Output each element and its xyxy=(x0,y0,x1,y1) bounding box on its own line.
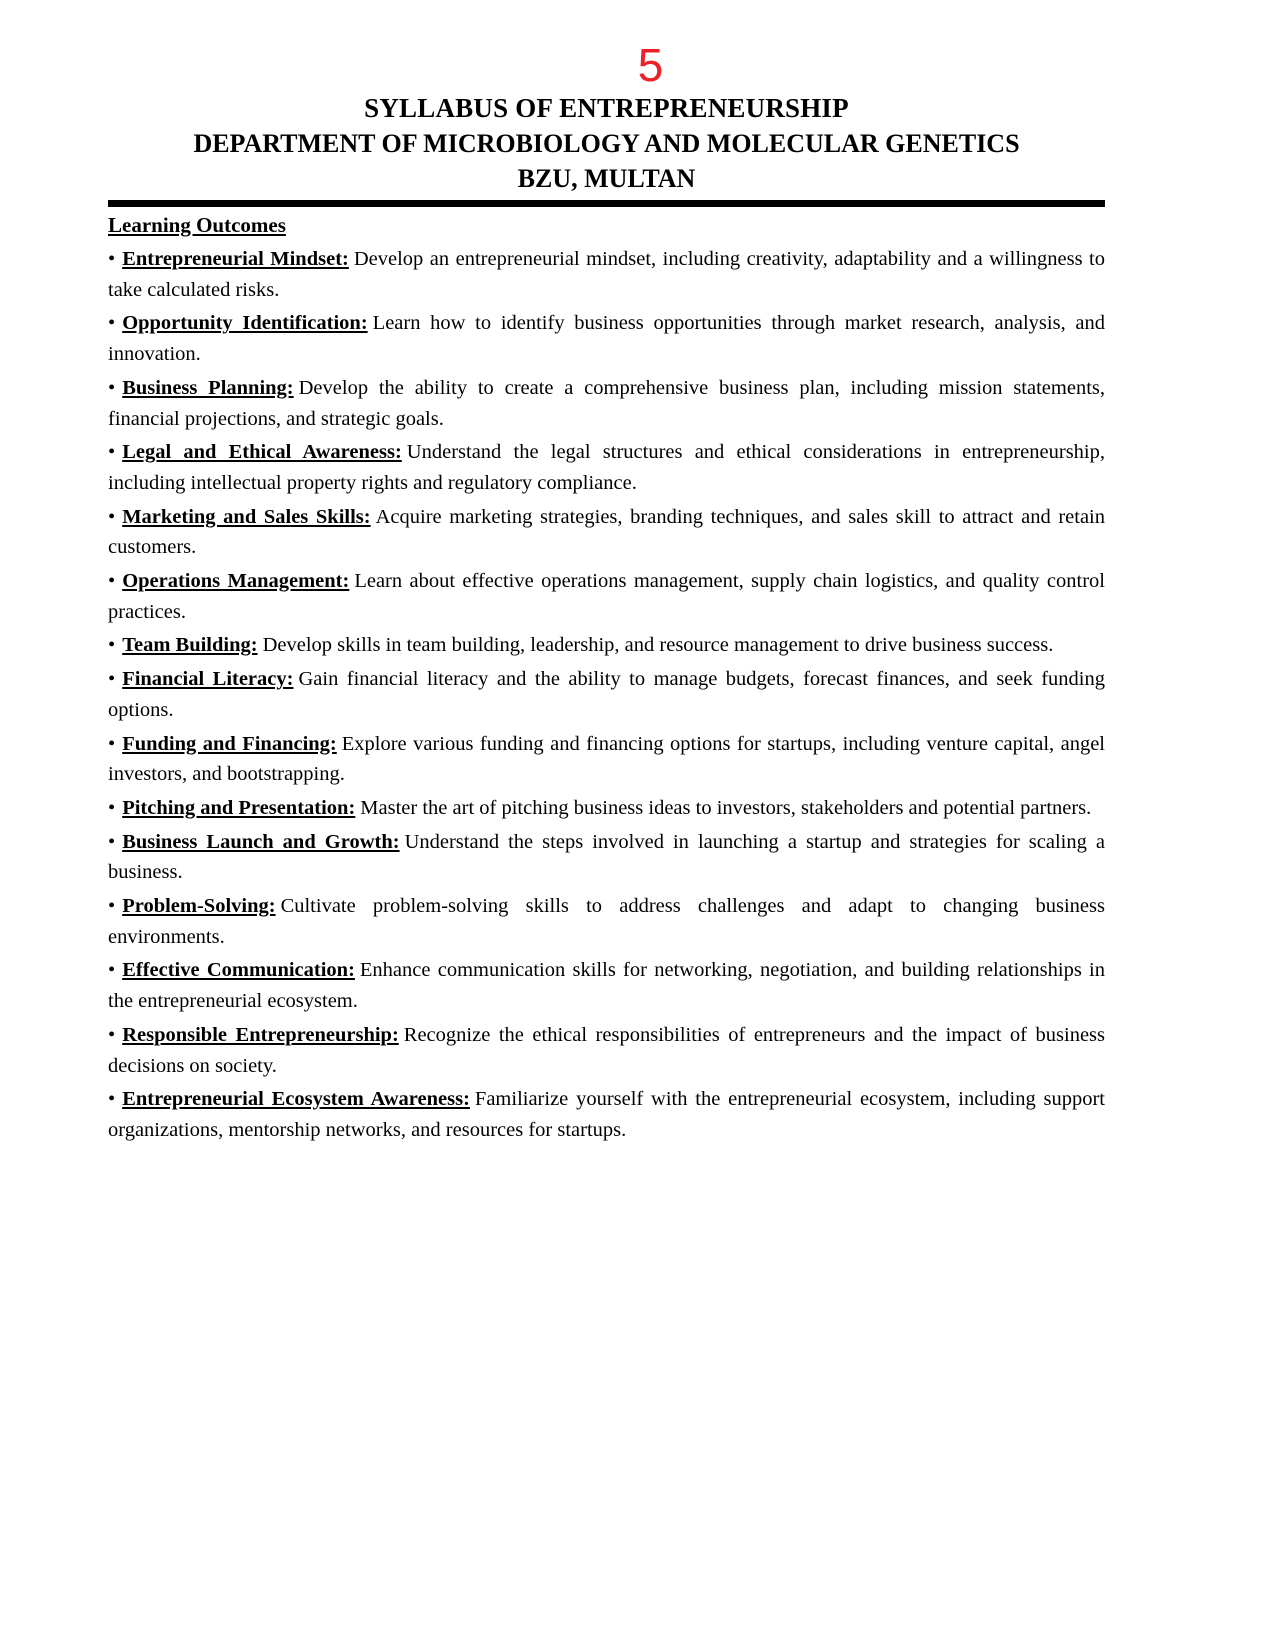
list-item xyxy=(108,437,1105,498)
list-item xyxy=(108,1020,1105,1081)
outcome-term: Effective Communication: xyxy=(122,959,355,982)
list-item xyxy=(108,566,1105,627)
bullet-icon: • xyxy=(108,634,116,657)
outcome-desc: Recognize the ethical responsibilities of entrepreneurs and the impact of business decisions on society. xyxy=(108,1023,1105,1077)
outcome-term: Opportunity Identification: xyxy=(122,312,368,335)
list-item xyxy=(108,630,1105,661)
bullet-icon: • xyxy=(108,248,116,270)
outcome-term: Legal and Ethical Awareness: xyxy=(122,441,402,464)
outcome-term: Responsible Entrepreneurship: xyxy=(122,1023,399,1046)
bullet-icon: • xyxy=(108,1023,116,1046)
outcome-term: Business Launch and Growth: xyxy=(122,830,400,853)
outcome-desc: Develop an entrepreneurial mindset, including creativity, adaptability and a willingness to take calculated risks. xyxy=(108,248,1105,301)
bullet-icon: • xyxy=(108,376,116,399)
outcome-term: Entrepreneurial Ecosystem Awareness: xyxy=(122,1088,470,1111)
bullet-icon: • xyxy=(108,959,116,982)
outcome-desc: Understand the steps involved in launching a startup and strategies for scaling a business. xyxy=(108,830,1105,884)
outcome-term: Pitching and Presentation: xyxy=(122,796,356,819)
outcome-term: Problem-Solving: xyxy=(122,895,276,918)
outcome-desc: Develop skills in team building, leadership, and resource management to drive business success. xyxy=(262,634,1054,657)
department-title: DEPARTMENT OF MICROBIOLOGY AND MOLECULAR GENETICS xyxy=(193,129,1020,158)
outcome-desc: Learn about effective operations management, supply chain logistics, and quality control practices. xyxy=(108,570,1105,623)
outcome-desc: Enhance communication skills for networking, negotiation, and building relationships in the entrepreneurial ecosystem. xyxy=(108,959,1105,1013)
outcome-desc: Develop the ability to create a comprehensive business plan, including mission statements, financial projections, and strategic goals. xyxy=(108,376,1105,430)
page-number-value: 5 xyxy=(637,39,664,91)
outcome-term: Financial Literacy: xyxy=(122,668,294,691)
bullet-icon: • xyxy=(108,441,116,464)
page-content xyxy=(108,0,1105,1146)
title-divider-rule xyxy=(108,200,1105,207)
outcome-term: Funding and Financing: xyxy=(122,732,337,755)
outcome-term: Team Building: xyxy=(122,634,258,657)
list-item xyxy=(108,891,1105,952)
bullet-icon: • xyxy=(108,796,116,819)
list-item xyxy=(108,1084,1105,1145)
bullet-icon: • xyxy=(108,732,116,755)
outcome-term: Entrepreneurial Mindset: xyxy=(122,248,349,270)
list-item xyxy=(108,502,1105,563)
outcome-desc: Cultivate problem-solving skills to address challenges and adapt to changing business environments. xyxy=(108,895,1105,948)
outcome-desc: Familiarize yourself with the entrepreneurial ecosystem, including support organizations, mentorship networks, and resources for startups. xyxy=(108,1088,1105,1141)
outcome-desc: Learn how to identify business opportunities through market research, analysis, and innovation. xyxy=(108,312,1105,366)
list-item xyxy=(108,793,1105,824)
outcome-desc: Master the art of pitching business ideas to investors, stakeholders and potential partners. xyxy=(360,796,1092,819)
section-heading: Learning Outcomes xyxy=(108,213,286,237)
list-item xyxy=(108,729,1105,790)
outcome-desc: Gain financial literacy and the ability to manage budgets, forecast finances, and seek funding options. xyxy=(108,668,1105,721)
document-title: SYLLABUS OF ENTREPRENEURSHIP xyxy=(364,93,849,123)
bullet-icon: • xyxy=(108,830,116,853)
title-block xyxy=(108,90,1105,196)
bullet-icon: • xyxy=(108,570,116,593)
bullet-icon: • xyxy=(108,1088,116,1111)
outcome-desc: Acquire marketing strategies, branding techniques, and sales skill to attract and retain customers. xyxy=(108,505,1105,559)
list-item xyxy=(108,827,1105,888)
bullet-icon: • xyxy=(108,312,116,335)
outcome-term: Marketing and Sales Skills: xyxy=(122,505,371,528)
list-item xyxy=(108,308,1105,369)
list-item xyxy=(108,244,1105,305)
list-item xyxy=(108,373,1105,434)
list-item xyxy=(108,664,1105,725)
bullet-icon: • xyxy=(108,895,116,918)
page-number xyxy=(152,39,1149,91)
outcome-desc: Understand the legal structures and ethical considerations in entrepreneurship, including intellectual property rights and regulatory compliance. xyxy=(108,441,1106,494)
bullet-icon: • xyxy=(108,505,116,528)
bullet-icon: • xyxy=(108,668,116,691)
outcome-desc: Explore various funding and financing options for startups, including venture capital, angel investors, and bootstrapping. xyxy=(108,732,1105,786)
learning-outcomes-list xyxy=(108,244,1105,1146)
list-item xyxy=(108,955,1105,1016)
institution-title: BZU, MULTAN xyxy=(517,164,696,193)
outcome-term: Operations Management: xyxy=(122,570,350,593)
outcome-term: Business Planning: xyxy=(122,376,294,399)
